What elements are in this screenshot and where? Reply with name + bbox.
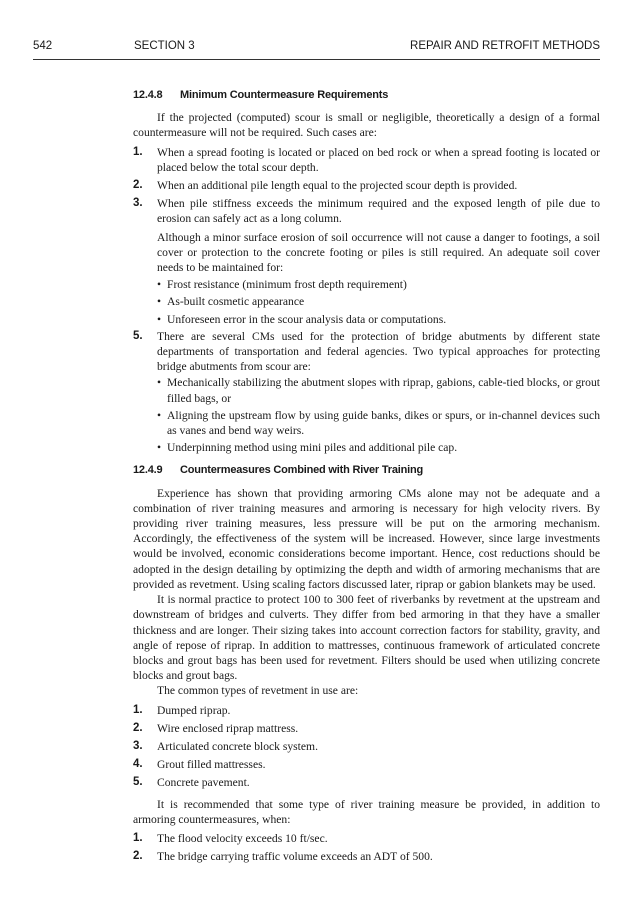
running-title: REPAIR AND RETROFIT METHODS <box>410 40 600 52</box>
revetment-types-list <box>133 703 600 791</box>
list-item <box>133 831 600 846</box>
list-item <box>133 329 600 456</box>
section-title: Minimum Countermeasure Requirements <box>180 89 389 101</box>
paragraph: It is recommended that some type of river training measure be provided, in addition to armoring countermeasures, when: <box>133 797 600 826</box>
list-number: 3. <box>133 739 143 752</box>
section-label: SECTION 3 <box>134 40 195 52</box>
list-text: When a spread footing is located or placed on bed rock or when a spread footing is located or placed below the total scour depth. <box>157 145 600 174</box>
section-number: 12.4.9 <box>133 464 163 477</box>
list-number: 2. <box>133 179 143 192</box>
list-number: 5. <box>133 329 143 342</box>
list-item <box>133 145 600 175</box>
list-item <box>133 721 600 736</box>
list-number: 2. <box>133 721 143 734</box>
bullet-item: • As-built cosmetic appearance <box>157 294 600 309</box>
body-text <box>133 88 600 867</box>
training-conditions-list <box>133 831 600 864</box>
paragraph: Experience has shown that providing armoring CMs alone may not be adequate and a combination of river training measures and armoring is necessary for high velocity rivers. By providing river training measures, less pressure will be put on the armoring mechanism. Accordingly, the effectiveness of the system will be increased. However, since large investments would be involved, economic considerations become important. Hence, cost reductions should be adopted in the design detailing by optimizing the depth and width of armoring mechanisms that are provided as revetment. Using scaling factors discussed later, riprap or gabion blankets may be used. <box>133 486 600 591</box>
list-number: 1. <box>133 145 143 158</box>
bullet-item: • Aligning the upstream flow by using guide banks, dikes or spurs, or in-channel devices such as vanes and bend way weirs. <box>157 408 600 438</box>
paragraph: It is normal practice to protect 100 to 300 feet of riverbanks by revetment at the upstream and downstream of bridges and culverts. They differ from bed armoring in that they have a smaller thickness and are longer. Their sizing takes into account correction factors for stability, gravity, and angle of repose of riprap. In addition to mattresses, continuous framework of articulated concrete blocks and grout bags has been used for revetment. Filters should be used when utilizing concrete blocks and grout bags. <box>133 593 600 683</box>
list-text: Dumped riprap. <box>157 703 231 717</box>
bullet-item: • Unforeseen error in the scour analysis data or computations. <box>157 312 600 327</box>
section-title: Countermeasures Combined with River Training <box>180 464 424 477</box>
bullet-item: • Underpinning method using mini piles and additional pile cap. <box>157 440 600 455</box>
bullet-item: • Frost resistance (minimum frost depth requirement) <box>157 277 600 292</box>
list-text: When pile stiffness exceeds the minimum required and the exposed length of pile due to erosion can safely act as a long column. <box>157 197 600 226</box>
list-number: 5. <box>133 776 143 789</box>
paragraph: The common types of revetment in use are: <box>157 684 359 698</box>
list-number: 4. <box>133 758 143 771</box>
soil-cover-paragraph: Although a minor surface erosion of soil occurrence will not cause a danger to footings, a soil cover or protection to the concrete footing or piles is still required. An adequate soil cover needs to be maintained for: <box>157 230 600 275</box>
list-item <box>133 757 600 772</box>
scour-cases-list <box>133 145 600 227</box>
list-item <box>133 775 600 790</box>
abutment-bullets <box>157 375 600 455</box>
list-item <box>133 739 600 754</box>
list-text: Wire enclosed riprap mattress. <box>157 721 299 735</box>
header-rule <box>33 59 600 60</box>
list-number: 3. <box>133 197 143 210</box>
list-text: Grout filled mattresses. <box>157 758 266 772</box>
section-heading-12-4-8 <box>133 88 600 103</box>
list-text: There are several CMs used for the protection of bridge abutments by different state departments of transportation and federal agencies. Two typical approaches for protecting bridge abutments from scour are: <box>157 329 600 374</box>
list-number: 1. <box>133 703 143 716</box>
list-item <box>133 196 600 226</box>
list-number: 2. <box>133 850 143 863</box>
section-intro-paragraph: If the projected (computed) scour is small or negligible, theoretically a design of a formal countermeasure will not be required. Such cases are: <box>133 111 600 140</box>
list-text: The flood velocity exceeds 10 ft/sec. <box>157 831 328 845</box>
section-heading-12-4-9 <box>133 463 600 478</box>
running-header <box>33 40 600 58</box>
list-item <box>133 703 600 718</box>
list-item <box>133 849 600 864</box>
bullet-item: • Mechanically stabilizing the abutment slopes with riprap, gabions, cable-tied blocks, or grout filled bags, or <box>157 375 600 405</box>
section-number: 12.4.8 <box>133 89 163 101</box>
list-item <box>133 178 600 193</box>
list-text: The bridge carrying traffic volume exceeds an ADT of 500. <box>157 850 433 864</box>
abutment-list <box>133 329 600 456</box>
list-text: Articulated concrete block system. <box>157 739 318 753</box>
list-text: When an additional pile length equal to the projected scour depth is provided. <box>157 179 518 193</box>
list-text: Concrete pavement. <box>157 776 250 790</box>
list-number: 1. <box>133 831 143 844</box>
page-number: 542 <box>33 40 53 52</box>
soil-cover-bullets <box>133 277 600 327</box>
